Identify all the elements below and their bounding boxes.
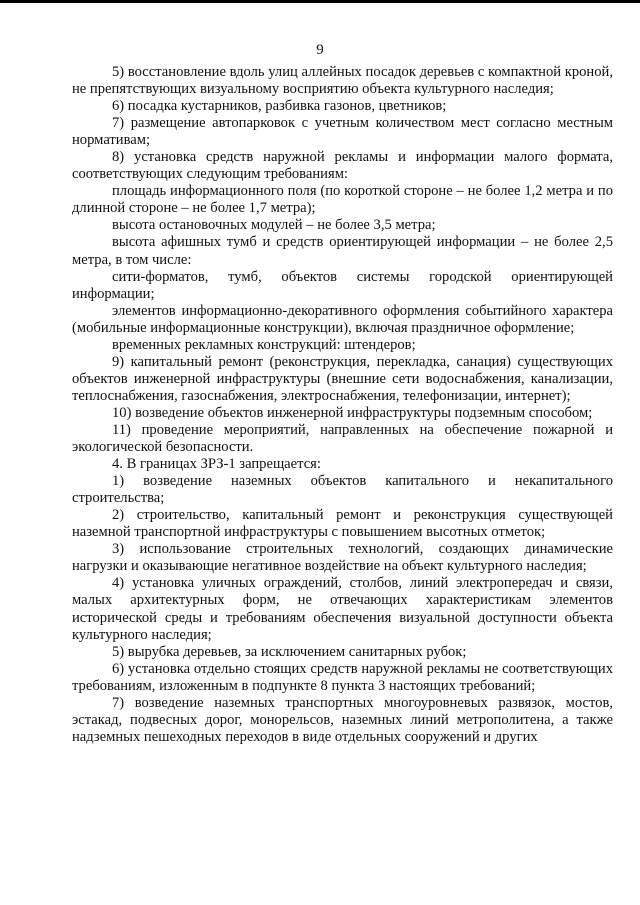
- document-body: [72, 64, 613, 746]
- paragraph-stop-module-height: высота остановочных модулей – не более 3,5 метра;: [112, 217, 436, 234]
- paragraph-info-field-area: площадь информационного поля (по короткой стороне – не более 1,2 метра и по длинной стороне – не более 1,7 метра);: [72, 183, 613, 217]
- paragraph-temporary-ads: временных рекламных конструкций: штендеров;: [112, 336, 416, 353]
- prohibition-item-4: 4) установка уличных ограждений, столбов, линий электропередач и связи, малых архитектурных форм, не отвечающих характеристикам элементов исторической среды и требованиям обеспечения визуальной доступности объекта культурного наследия;: [72, 575, 613, 643]
- paragraph-item-9: 9) капитальный ремонт (реконструкция, перекладка, санация) существующих объектов инженерной инфраструктуры (внешние сети водоснабжения, канализации, теплоснабжения, газоснабжения, электроснабжения, телефонизации, интернет);: [72, 353, 613, 404]
- prohibition-item-1: 1) возведение наземных объектов капитального и некапитального строительства;: [72, 473, 613, 507]
- scan-top-edge: [0, 0, 640, 3]
- paragraph-item-8: 8) установка средств наружной рекламы и информации малого формата, соответствующих следующим требованиям:: [72, 149, 613, 183]
- prohibition-item-2: 2) строительство, капитальный ремонт и реконструкция существующей наземной транспортной инфраструктуры с повышением высотных отметок;: [72, 507, 613, 541]
- paragraph-item-11: 11) проведение мероприятий, направленных на обеспечение пожарной и экологической безопасности.: [72, 421, 613, 456]
- prohibition-item-6: 6) установка отдельно стоящих средств наружной рекламы не соответствующих требованиям, изложенным в подпункте 8 пункта 3 настоящих требований;: [72, 660, 613, 694]
- paragraph-item-6: 6) посадка кустарников, разбивка газонов, цветников;: [112, 98, 447, 115]
- prohibition-item-7: 7) возведение наземных транспортных многоуровневых развязок, мостов, эстакад, подвесных дорог, монорельсов, наземных линий метрополитена, а также надземных пешеходных переходов в виде отдельных сооружений и других: [72, 694, 613, 745]
- prohibition-item-3: 3) использование строительных технологий, создающих динамические нагрузки и оказывающие негативное воздействие на объект культурного наследия;: [72, 541, 613, 575]
- paragraph-item-7: 7) размещение автопарковок с учетным количеством мест согласно местным нормативам;: [72, 115, 613, 149]
- paragraph-poster-column-height: высота афишных тумб и средств ориентирующей информации – не более 2,5 метра, в том числе:: [72, 234, 613, 268]
- paragraph-decorative-elements: элементов информационно-декоративного оформления событийного характера (мобильные информационные конструкции), включая праздничное оформление;: [72, 302, 613, 336]
- paragraph-item-10: 10) возведение объектов инженерной инфраструктуры подземным способом;: [112, 404, 593, 421]
- paragraph-city-formats: сити-форматов, тумб, объектов системы городской ориентирующей информации;: [72, 268, 613, 302]
- page-number: 9: [316, 42, 324, 58]
- paragraph-item-5: 5) восстановление вдоль улиц аллейных посадок деревьев с компактной кроной, не препятствующих визуальному восприятию объекта культурного наследия;: [72, 64, 613, 98]
- section-heading-4: 4. В границах ЗРЗ-1 запрещается:: [112, 456, 321, 473]
- prohibition-item-5: 5) вырубка деревьев, за исключением санитарных рубок;: [112, 643, 467, 660]
